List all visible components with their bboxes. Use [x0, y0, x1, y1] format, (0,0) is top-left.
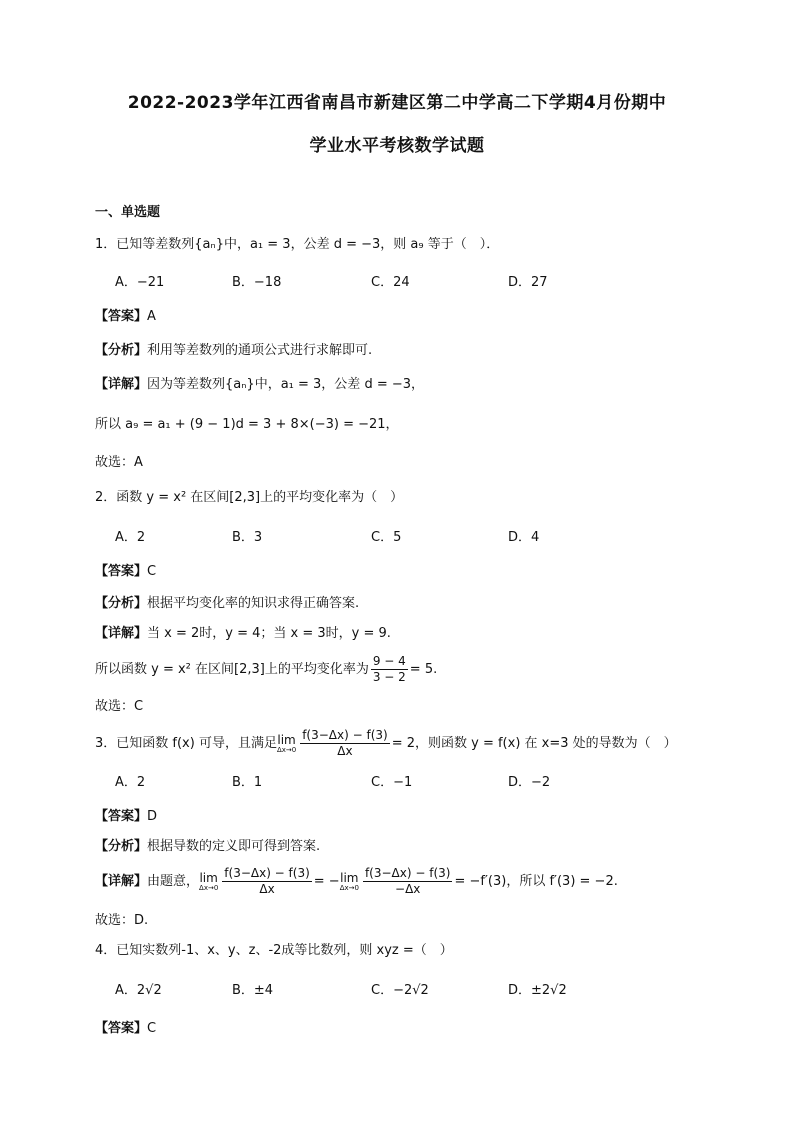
q1-option-c: C．24: [371, 275, 410, 290]
answer-tag: 【答案】: [95, 564, 148, 579]
q3-detail-limit-1-text: lim: [199, 870, 218, 885]
q3-detail-suffix: = −f′(3)，所以 f′(3) = −2.: [454, 874, 618, 889]
q3-detail-fraction-2-denominator: −Δx: [395, 882, 421, 896]
q2-calc-suffix: = 5.: [409, 662, 438, 677]
q1-conclusion: 故选：A: [95, 455, 143, 470]
q3-detail: [95, 862, 618, 902]
q3-option-d: D．−2: [508, 775, 551, 790]
q1-answer-value: A: [147, 309, 156, 324]
analysis-tag: 【分析】: [95, 839, 148, 854]
q1-analysis: [95, 342, 372, 360]
q3-detail-limit-2-text: lim: [340, 870, 359, 885]
document-title-line-2: 学业水平考核数学试题: [309, 136, 485, 156]
q4-option-b: B．±4: [232, 983, 274, 998]
q4-answer: [95, 1020, 156, 1038]
q3-answer: [95, 808, 157, 826]
q3-stem-suffix: = 2，则函数 y = f(x) 在 x=3 处的导数为（ ）: [391, 736, 677, 751]
q1-detail-text: 因为等差数列{aₙ}中，a₁ = 3，公差 d = −3，: [147, 377, 425, 392]
q3-detail-fraction-2-numerator: f(3−Δx) − f(3): [364, 866, 451, 880]
q3-detail-fraction-1-denominator: Δx: [259, 882, 275, 896]
document-title-line-1: 2022-2023学年江西省南昌市新建区第二中学高二下学期4月份期中: [127, 93, 667, 113]
q1-option-b: B．−18: [232, 275, 282, 290]
q2-conclusion: 故选：C: [95, 699, 144, 714]
detail-tag: 【详解】: [95, 874, 148, 889]
q2-analysis: [95, 595, 359, 613]
answer-tag: 【答案】: [95, 1021, 148, 1036]
q2-stem: 2．函数 y = x² 在区间[2,3]上的平均变化率为（ ）: [95, 490, 404, 505]
detail-tag: 【详解】: [95, 377, 148, 392]
q2-calc: [95, 652, 437, 688]
q3-conclusion: 故选：D.: [95, 913, 149, 928]
q3-limit-sub: Δx→0: [276, 745, 297, 754]
answer-tag: 【答案】: [95, 309, 148, 324]
q2-fraction: [371, 654, 408, 685]
q2-option-c: C．5: [371, 530, 402, 545]
q2-option-d: D．4: [508, 530, 540, 545]
q2-detail-text: 当 x = 2时，y = 4；当 x = 3时，y = 9.: [147, 626, 391, 641]
q3-detail-mid: = −: [313, 874, 340, 889]
q3-detail-fraction-2: [363, 866, 453, 897]
q4-option-d: D．±2√2: [508, 983, 567, 998]
q3-stem-prefix: 3．已知函数 f(x) 可导，且满足: [95, 736, 277, 751]
q2-detail: [95, 625, 391, 643]
q3-limit: [277, 734, 296, 754]
q3-detail-limit-1: [199, 872, 218, 892]
q3-detail-limit-2-sub: Δx→0: [339, 883, 359, 892]
q2-option-a: A．2: [115, 530, 146, 545]
q3-detail-prefix: 由题意，: [147, 874, 200, 889]
q1-stem: 1．已知等差数列{aₙ}中，a₁ = 3，公差 d = −3，则 a₉ 等于（ ）．: [95, 237, 500, 252]
q3-fraction-denominator: Δx: [337, 744, 353, 758]
q1-option-d: D．27: [508, 275, 548, 290]
q1-calc: 所以 a₉ = a₁ + (9 − 1)d = 3 + 8×(−3) = −21，: [95, 417, 399, 432]
q4-answer-value: C: [147, 1021, 157, 1036]
q2-answer: [95, 563, 156, 581]
analysis-tag: 【分析】: [95, 343, 148, 358]
q2-option-b: B．3: [232, 530, 263, 545]
q3-analysis: [95, 838, 320, 856]
q2-calc-prefix: 所以函数 y = x² 在区间[2,3]上的平均变化率为: [95, 662, 369, 677]
q2-fraction-denominator: 3 − 2: [372, 670, 406, 684]
q4-option-c: C．−2√2: [371, 983, 429, 998]
q3-option-c: C．−1: [371, 775, 413, 790]
q4-option-a: A．2√2: [115, 983, 162, 998]
detail-tag: 【详解】: [95, 626, 148, 641]
q4-stem: 4．已知实数列-1、x、y、z、-2成等比数列，则 xyz =（ ）: [95, 943, 453, 958]
q3-detail-fraction-1: [222, 866, 312, 897]
q3-option-b: B．1: [232, 775, 263, 790]
q3-option-a: A．2: [115, 775, 146, 790]
q3-detail-limit-2: [340, 872, 359, 892]
q2-fraction-numerator: 9 − 4: [372, 654, 406, 668]
q3-fraction-numerator: f(3−Δx) − f(3): [302, 728, 388, 742]
analysis-tag: 【分析】: [95, 596, 148, 611]
q1-analysis-text: 利用等差数列的通项公式进行求解即可.: [147, 343, 373, 358]
q3-detail-limit-1-sub: Δx→0: [199, 883, 219, 892]
q3-stem: [95, 726, 677, 762]
q1-answer: [95, 308, 156, 326]
q1-option-a: A．−21: [115, 275, 165, 290]
q3-analysis-text: 根据导数的定义即可得到答案.: [147, 839, 321, 854]
q1-detail: [95, 376, 424, 394]
q3-limit-text: lim: [277, 732, 296, 747]
q3-detail-fraction-1-numerator: f(3−Δx) − f(3): [224, 866, 310, 880]
q2-answer-value: C: [147, 564, 157, 579]
answer-tag: 【答案】: [95, 809, 148, 824]
q2-analysis-text: 根据平均变化率的知识求得正确答案.: [147, 596, 360, 611]
q3-answer-value: D: [147, 809, 158, 824]
section-title: 一、单选题: [95, 205, 161, 220]
q3-fraction: [300, 728, 390, 759]
